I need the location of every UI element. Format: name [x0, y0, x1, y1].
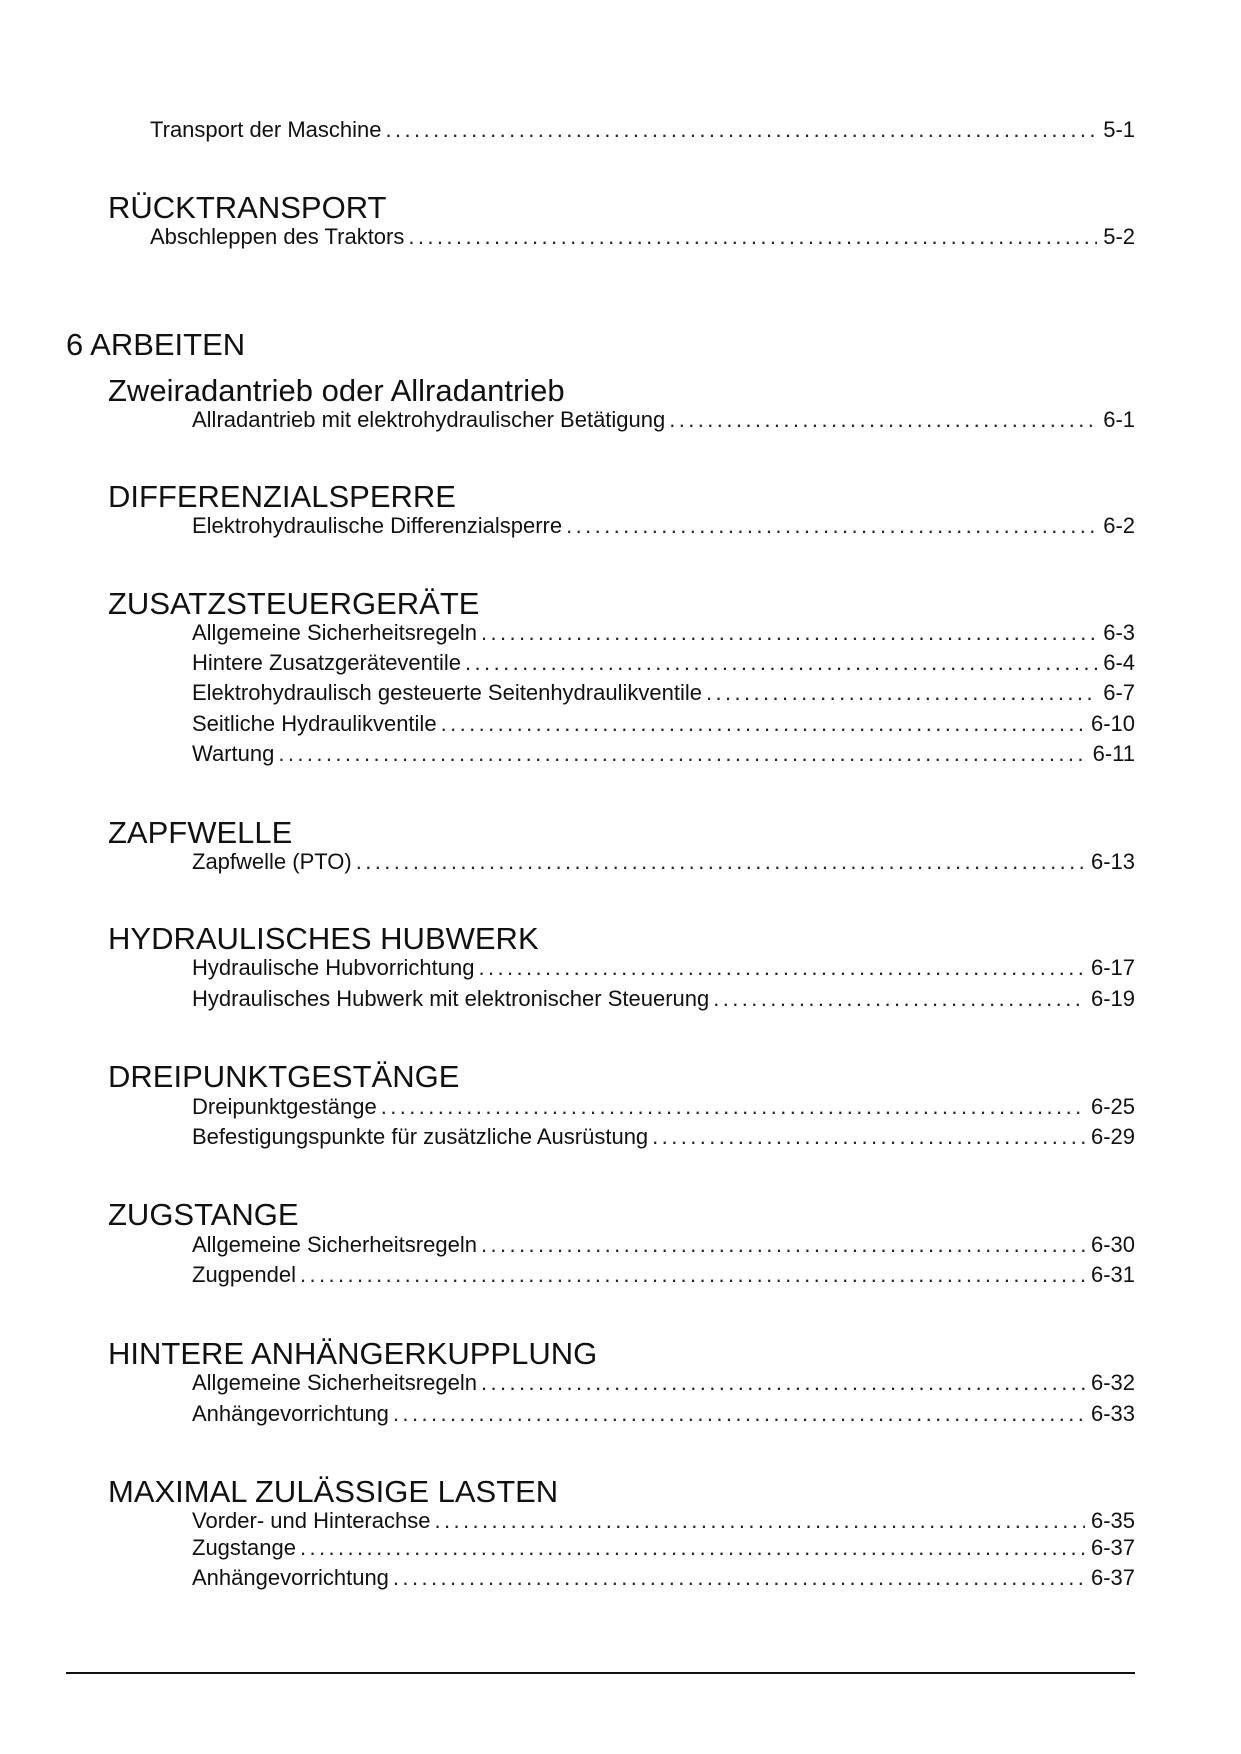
toc-entry-title: Allgemeine Sicherheitsregeln [192, 1232, 477, 1257]
toc-entry[interactable] [192, 1534, 1135, 1562]
dot-leader [386, 116, 1098, 144]
toc-entry[interactable] [192, 406, 1135, 434]
dot-leader [478, 954, 1084, 982]
toc-entry-page: 6-19 [1090, 986, 1135, 1011]
dot-leader [393, 1564, 1085, 1592]
dot-leader [441, 710, 1085, 738]
toc-entry[interactable] [192, 985, 1135, 1013]
section-heading: DIFFERENZIALSPERRE [108, 479, 456, 514]
section-heading: HYDRAULISCHES HUBWERK [108, 921, 539, 956]
footer-rule [66, 1672, 1135, 1674]
toc-entry[interactable] [192, 1564, 1135, 1592]
toc-entry[interactable] [192, 1123, 1135, 1151]
toc-entry-page: 6-10 [1090, 711, 1135, 736]
section-heading: Zweiradantrieb oder Allradantrieb [108, 373, 565, 408]
toc-entry-title: Dreipunktgestänge [192, 1094, 377, 1119]
toc-entry-title: Allgemeine Sicherheitsregeln [192, 1370, 477, 1395]
dot-leader [713, 985, 1085, 1013]
dot-leader [278, 740, 1086, 768]
chapter-heading: 6 ARBEITEN [66, 327, 246, 362]
toc-entry-title: Zugstange [192, 1535, 296, 1560]
dot-leader [381, 1093, 1085, 1121]
dot-leader [566, 512, 1097, 540]
toc-entry-page: 6-1 [1103, 407, 1135, 432]
dot-leader [481, 619, 1097, 647]
section-heading: RÜCKTRANSPORT [108, 190, 387, 225]
toc-entry[interactable] [192, 619, 1135, 647]
toc-entry-page: 6-13 [1090, 849, 1135, 874]
toc-entry[interactable] [192, 954, 1135, 982]
section-heading: ZUGSTANGE [108, 1197, 299, 1232]
toc-entry-title: Seitliche Hydraulikventile [192, 711, 437, 736]
dot-leader [356, 848, 1085, 876]
toc-entry-title: Abschleppen des Traktors [150, 224, 405, 249]
section-heading: DREIPUNKTGESTÄNGE [108, 1059, 460, 1094]
dot-leader [434, 1507, 1084, 1535]
toc-entry[interactable] [192, 1231, 1135, 1259]
toc-entry-title: Elektrohydraulische Differenzialsperre [192, 513, 563, 538]
toc-entry-title: Wartung [192, 741, 275, 766]
toc-entry[interactable] [150, 223, 1135, 251]
toc-entry-page: 6-35 [1090, 1508, 1135, 1533]
toc-entry-page: 6-31 [1090, 1262, 1135, 1287]
toc-entry-title: Hydraulische Hubvorrichtung [192, 955, 475, 980]
toc-entry-title: Hintere Zusatzgeräteventile [192, 650, 462, 675]
toc-entry-page: 6-37 [1090, 1565, 1135, 1590]
toc-entry[interactable] [150, 116, 1135, 144]
toc-entry-page: 5-2 [1103, 224, 1135, 249]
toc-entry-title: Allgemeine Sicherheitsregeln [192, 620, 477, 645]
dot-leader [481, 1369, 1085, 1397]
section-heading: MAXIMAL ZULÄSSIGE LASTEN [108, 1474, 559, 1509]
toc-entry[interactable] [192, 1507, 1135, 1535]
toc-entry-page: 6-7 [1103, 680, 1135, 705]
dot-leader [669, 406, 1097, 434]
toc-entry-page: 6-2 [1103, 513, 1135, 538]
toc-entry-page: 6-33 [1090, 1401, 1135, 1426]
toc-entry[interactable] [192, 848, 1135, 876]
toc-entry[interactable] [192, 740, 1135, 768]
toc-entry-page: 6-4 [1103, 650, 1135, 675]
toc-entry[interactable] [192, 649, 1135, 677]
toc-entry-title: Anhängevorrichtung [192, 1565, 389, 1590]
toc-entry-page: 6-30 [1090, 1232, 1135, 1257]
toc-entry-page: 6-3 [1103, 620, 1135, 645]
toc-entry[interactable] [192, 1261, 1135, 1289]
toc-entry-title: Anhängevorrichtung [192, 1401, 389, 1426]
toc-entry-title: Allradantrieb mit elektrohydraulischer Betätigung [192, 407, 666, 432]
toc-entry-page: 6-25 [1090, 1094, 1135, 1119]
section-heading: ZAPFWELLE [108, 815, 293, 850]
toc-entry[interactable] [192, 1369, 1135, 1397]
dot-leader [393, 1400, 1085, 1428]
toc-entry[interactable] [192, 1400, 1135, 1428]
section-heading: ZUSATZSTEUERGERÄTE [108, 586, 480, 621]
toc-entry-page: 6-37 [1090, 1535, 1135, 1560]
dot-leader [300, 1534, 1085, 1562]
dot-leader [300, 1261, 1085, 1289]
dot-leader [465, 649, 1097, 677]
toc-entry-page: 5-1 [1103, 117, 1135, 142]
toc-entry-title: Hydraulisches Hubwerk mit elektronischer Steuerung [192, 986, 710, 1011]
dot-leader [408, 223, 1097, 251]
toc-entry-title: Transport der Maschine [150, 117, 382, 142]
toc-entry-title: Vorder- und Hinterachse [192, 1508, 431, 1533]
toc-entry-page: 6-29 [1090, 1124, 1135, 1149]
toc-entry-title: Zapfwelle (PTO) [192, 849, 352, 874]
toc-entry[interactable] [192, 512, 1135, 540]
toc-entry-page: 6-32 [1090, 1370, 1135, 1395]
toc-entry[interactable] [192, 679, 1135, 707]
dot-leader [481, 1231, 1085, 1259]
dot-leader [652, 1123, 1085, 1151]
toc-entry-title: Zugpendel [192, 1262, 296, 1287]
toc-entry-title: Elektrohydraulisch gesteuerte Seitenhydraulikventile [192, 680, 702, 705]
toc-entry-page: 6-11 [1092, 741, 1135, 766]
dot-leader [706, 679, 1097, 707]
toc-entry[interactable] [192, 1093, 1135, 1121]
toc-entry-page: 6-17 [1090, 955, 1135, 980]
toc-entry[interactable] [192, 710, 1135, 738]
section-heading: HINTERE ANHÄNGERKUPPLUNG [108, 1336, 598, 1371]
toc-entry-title: Befestigungspunkte für zusätzliche Ausrüstung [192, 1124, 649, 1149]
